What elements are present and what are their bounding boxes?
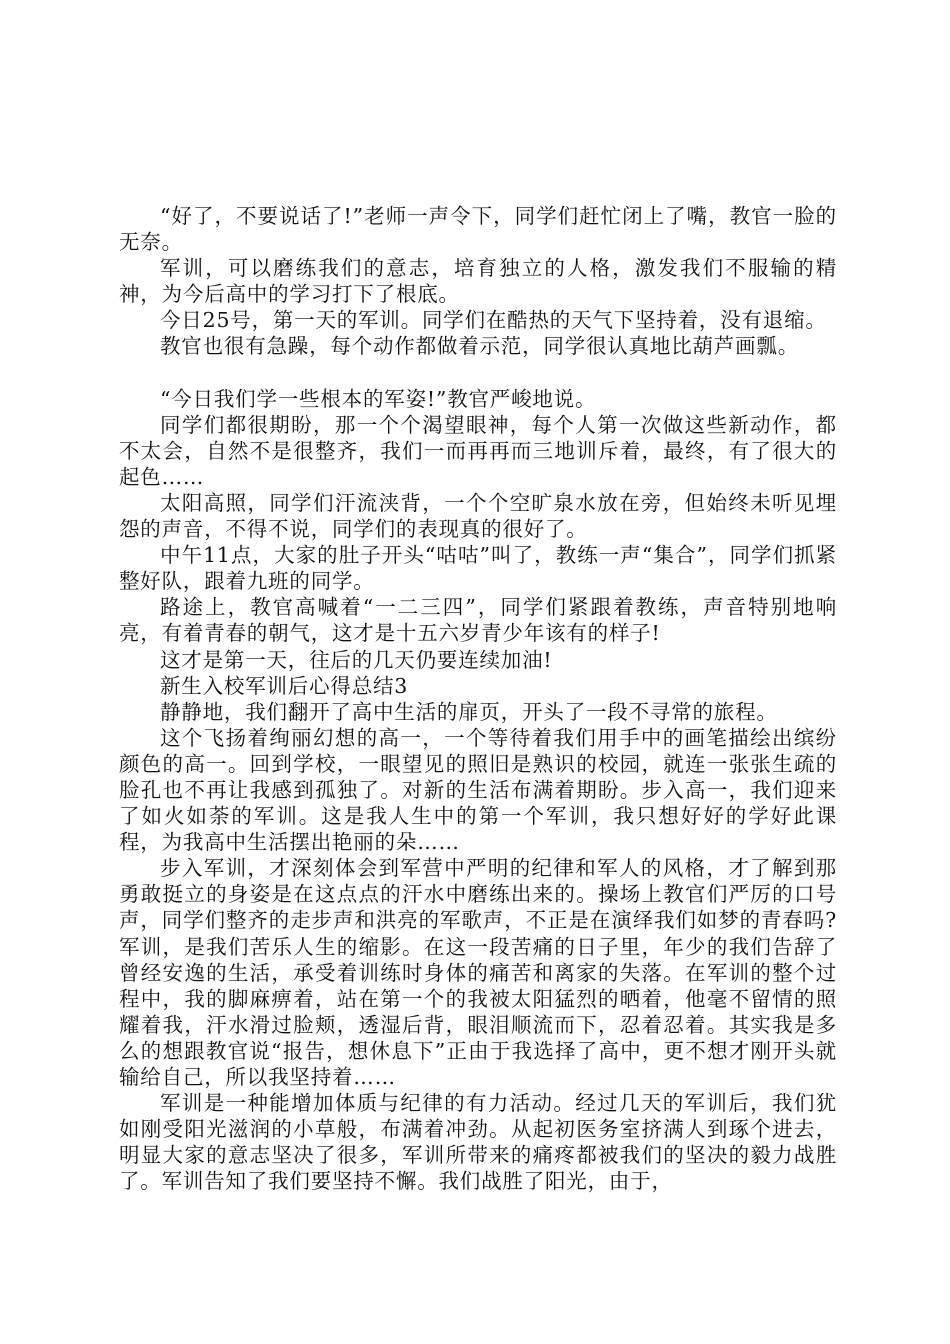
paragraph-4: 教官也很有急躁，每个动作都做着示范，同学很认真地比葫芦画瓢。 [160,334,799,359]
paragraph-13: 这个飞扬着绚丽幻想的高一，一个等待着我们用手中的画笔描绘出缤纷颜色的高一。回到学校，一眼望见的照旧是熟识的校园，就连一张张生疏的脸孔也不再让我感到孤独了。对新的生活布满着期盼。步入高一，我们迎来了如火如荼的军训。这是我人生中的第一个军训，我只想好好的学好此课程，为我高中生活摆出艳丽的朵…… [119,725,837,855]
paragraph-3: 今日25号，第一天的军训。同学们在酷热的天气下坚持着，没有退缩。 [160,308,827,333]
paragraph-2: 军训，可以磨练我们的意志，培育独立的人格，激发我们不服输的精神，为今后高中的学习打下了根底。 [119,256,837,307]
paragraph-14: 步入军训，才深刻体会到军营中严明的纪律和军人的风格，才了解到那勇敢挺立的身姿是在这点点的汗水中磨练出来的。操场上教官们严厉的口号声，同学们整齐的走步声和洪亮的军歌声，不正是在演绎我们如梦的青春吗?军训，是我们苦乐人生的缩影。在这一段苦痛的日子里，年少的我们告辞了曾经安逸的生活，承受着训练时身体的痛苦和离家的失落。在军训的整个过程中，我的脚麻痹着，站在第一个的我被太阳猛烈的晒着，他毫不留情的照耀着我，汗水滑过脸颊，透湿后背，眼泪顺流而下，忍着忍着。其实我是多么的想跟教官说“报告，想休息下”正由于我选择了高中，更不想才刚开头就输给自己，所以我坚持着…… [119,856,837,1089]
paragraph-8: 中午11点，大家的肚子开头“咕咕”叫了，教练一声“集合”，同学们抓紧整好队，跟着九班的同学。 [119,543,837,594]
paragraph-6: 同学们都很期盼，那一个个渴望眼神，每个人第一次做这些新动作，都不太会，自然不是很整齐，我们一而再再而三地训斥着，最终，有了很大的起色…… [119,412,837,489]
paragraph-7: 太阳高照，同学们汗流浃背，一个个空旷泉水放在旁，但始终未听见埋怨的声音，不得不说，同学们的表现真的很好了。 [119,490,837,542]
paragraph-9: 路途上，教官高喊着“一二三四”，同学们紧跟着教练，声音特别地响亮，有着青春的朝气，这才是十五六岁青少年该有的样子! [119,595,837,646]
section-heading: 新生入校军训后心得总结3 [160,673,409,698]
document-body [119,203,837,1194]
paragraph-12: 静静地，我们翻开了高中生活的扉页，开头了一段不寻常的旅程。 [160,699,778,724]
paragraph-5: “今日我们学一些根本的军姿!”教官严峻地说。 [160,386,597,411]
paragraph-1: “好了，不要说话了!”老师一声令下，同学们赶忙闭上了嘴，教官一脸的无奈。 [119,204,837,255]
paragraph-10: 这才是第一天，往后的几天仍要连续加油! [160,647,553,672]
paragraph-15: 军训是一种能增加体质与纪律的有力活动。经过几天的军训后，我们犹如刚受阳光滋润的小草般，布满着冲劲。从起初医务室挤满人到琢个进去，明显大家的意志坚决了很多，军训所带来的痛疼都被我们的坚决的毅力战胜了。军训告知了我们要坚持不懈。我们战胜了阳光，由于， [119,1091,837,1194]
